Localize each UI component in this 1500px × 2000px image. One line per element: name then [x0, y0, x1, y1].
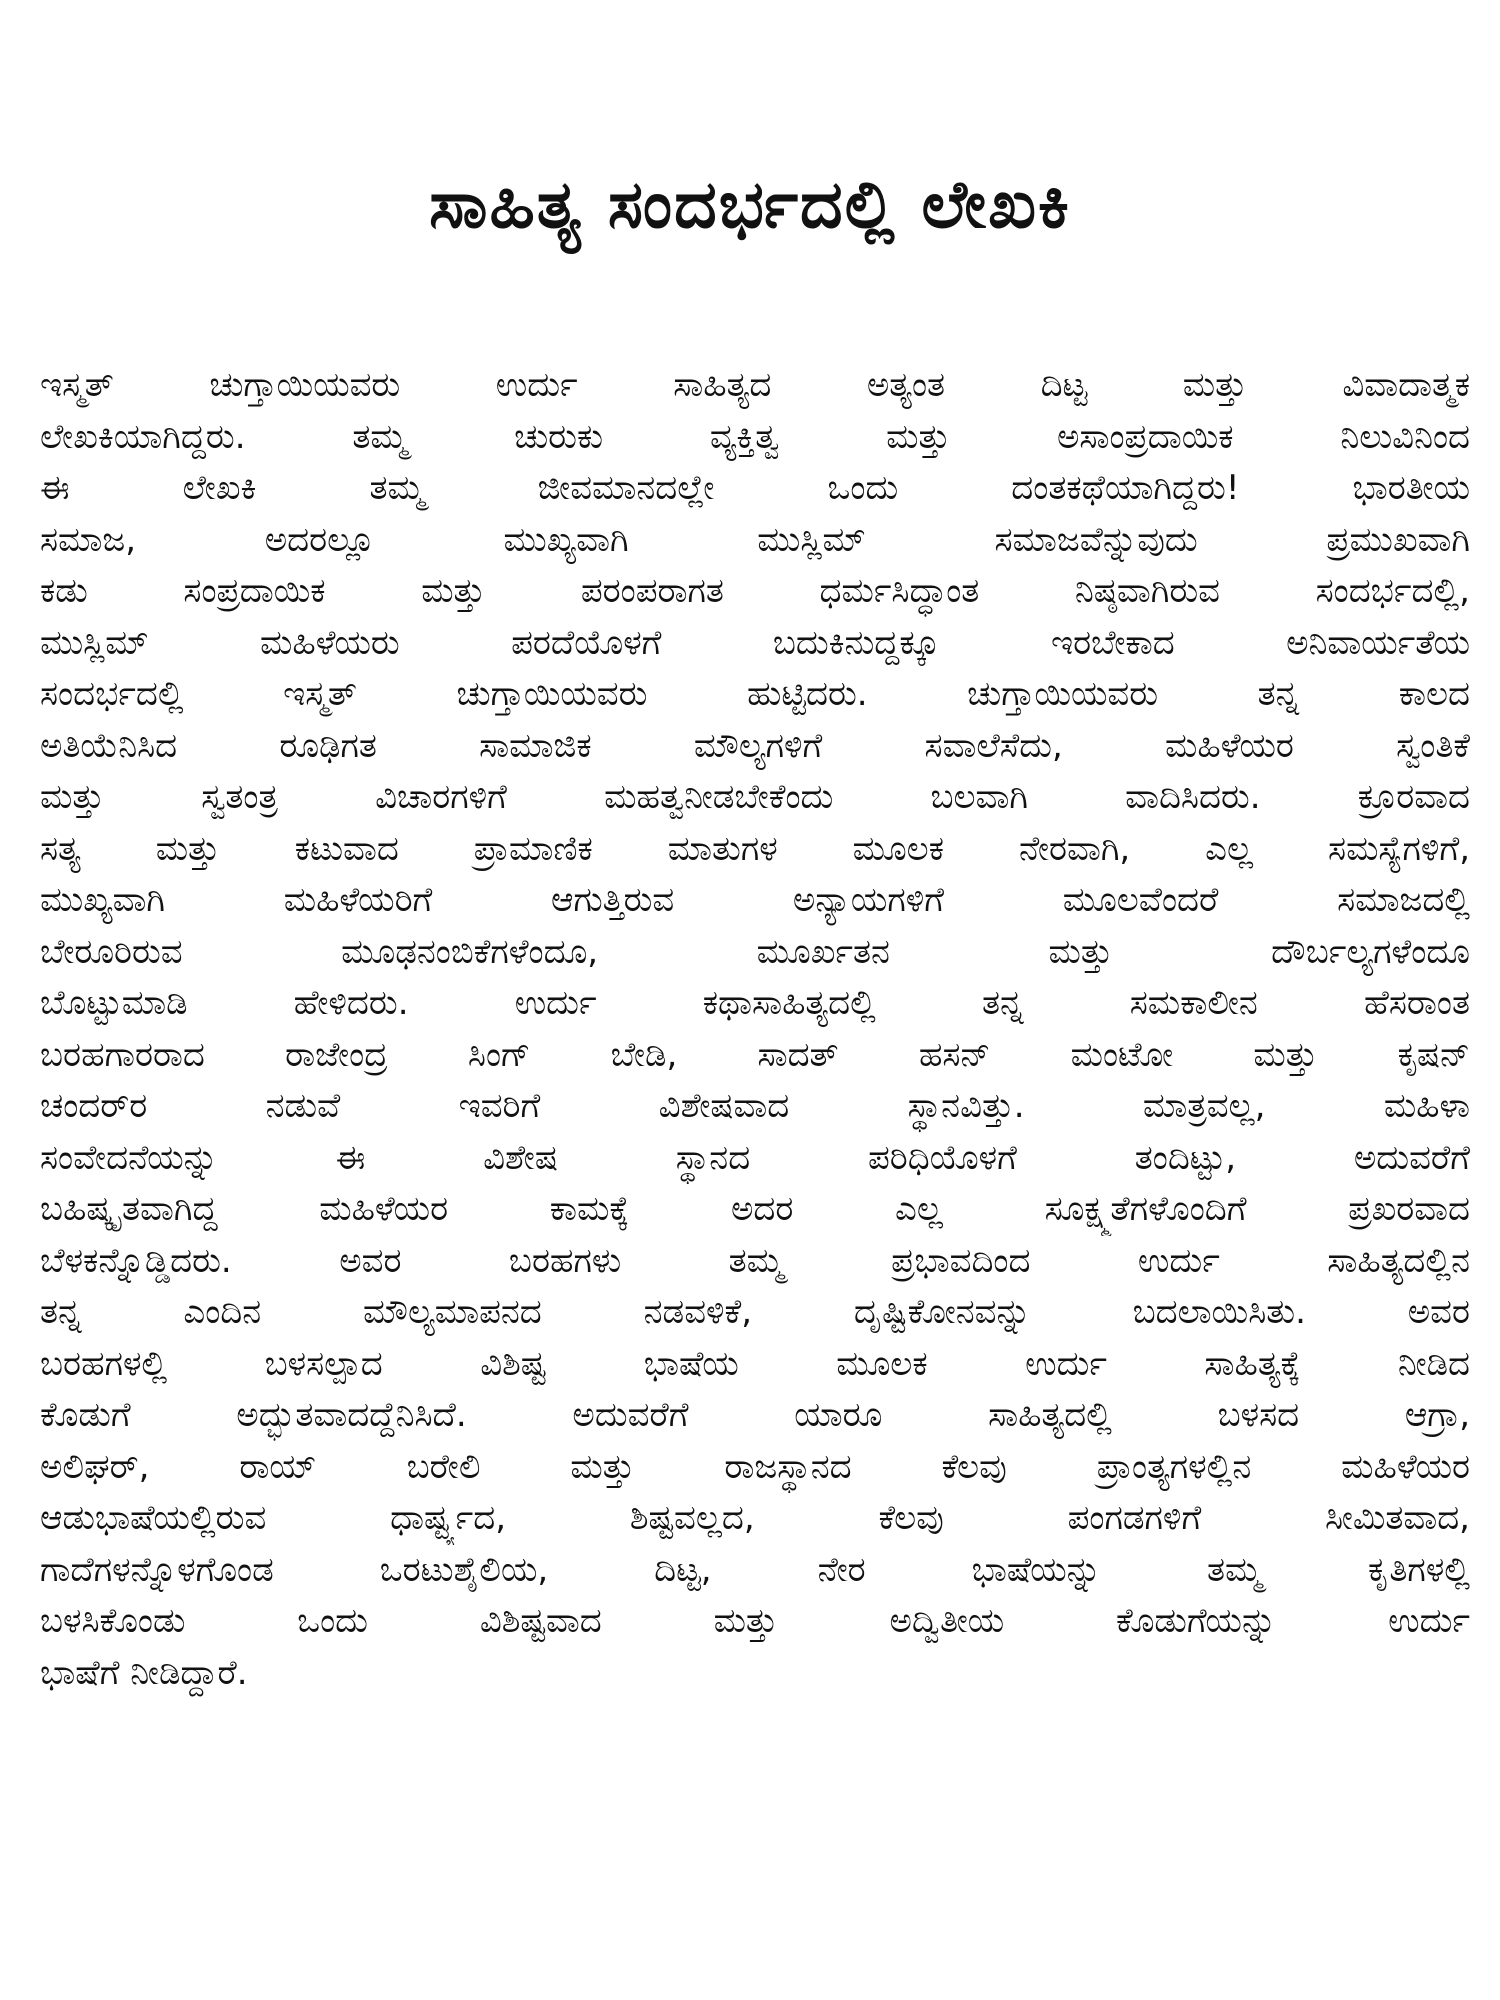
paragraph-line: ಬಹಿಷ್ಕೃತವಾಗಿದ್ದ ಮಹಿಳೆಯರ ಕಾಮಕ್ಕೆ ಅದರ ಎಲ್ಲ ಸೂಕ್ಷ್ಮತೆಗಳೊಂದಿಗೆ ಪ್ರಖರವಾದ: [40, 1189, 1470, 1229]
paragraph-line: ಬೇರೂರಿರುವ ಮೂಢನಂಬಿಕೆಗಳೆಂದೂ, ಮೂರ್ಖತನ ಮತ್ತು ದೌರ್ಬಲ್ಯಗಳೆಂದೂ: [40, 931, 1470, 972]
paragraph-line: ಬಳಸಿಕೊಂಡು ಒಂದು ವಿಶಿಷ್ಟವಾದ ಮತ್ತು ಅದ್ವಿತೀಯ ಕೊಡುಗೆಯನ್ನು ಉರ್ದು: [40, 1601, 1470, 1641]
paragraph-line: ಬರಹಗಳಲ್ಲಿ ಬಳಸಲ್ಪಾದ ವಿಶಿಷ್ಟ ಭಾಷೆಯ ಮೂಲಕ ಉರ್ದು ಸಾಹಿತ್ಯಕ್ಕೆ ನೀಡಿದ: [40, 1343, 1470, 1384]
paragraph-line: ಕಡು ಸಂಪ್ರದಾಯಿಕ ಮತ್ತು ಪರಂಪರಾಗತ ಧರ್ಮಸಿದ್ಧಾಂತ ನಿಷ್ಠವಾಗಿರುವ ಸಂದರ್ಭದಲ್ಲಿ,: [40, 571, 1470, 611]
paragraph-line: ಈ ಲೇಖಕಿ ತಮ್ಮ ಜೀವಮಾನದಲ್ಲೇ ಒಂದು ದಂತಕಥೆಯಾಗಿದ್ದರು! ಭಾರತೀಯ: [40, 468, 1470, 508]
paragraph-line: ಲೇಖಕಿಯಾಗಿದ್ದರು. ತಮ್ಮ ಚುರುಕು ವ್ಯಕ್ತಿತ್ವ ಮತ್ತು ಅಸಾಂಪ್ರದಾಯಿಕ ನಿಲುವಿನಿಂದ: [40, 416, 1470, 457]
page-title: ಸಾಹಿತ್ಯ ಸಂದರ್ಭದಲ್ಲಿ ಲೇಖಕಿ: [429, 166, 1071, 243]
paragraph-line: ಅತಿಯೆನಿಸಿದ ರೂಢಿಗತ ಸಾಮಾಜಿಕ ಮೌಲ್ಯಗಳಿಗೆ ಸವಾಲೆಸೆದು, ಮಹಿಳೆಯರ ಸ್ವಂತಿಕೆ: [40, 725, 1470, 766]
paragraph-line: ಸಂವೇದನೆಯನ್ನು ಈ ವಿಶೇಷ ಸ್ಥಾನದ ಪರಿಧಿಯೊಳಗೆ ತಂದಿಟ್ಟು, ಅದುವರೆಗೆ: [40, 1137, 1470, 1178]
paragraph-line: ಸತ್ಯ ಮತ್ತು ಕಟುವಾದ ಪ್ರಾಮಾಣಿಕ ಮಾತುಗಳ ಮೂಲಕ ನೇರವಾಗಿ, ಎಲ್ಲ ಸಮಸ್ಯೆಗಳಿಗೆ,: [40, 828, 1470, 869]
paragraph-line: ಗಾದೆಗಳನ್ನೊಳಗೊಂಡ ಒರಟುಶೈಲಿಯ, ದಿಟ್ಟ, ನೇರ ಭಾಷೆಯನ್ನು ತಮ್ಮ ಕೃತಿಗಳಲ್ಲಿ: [40, 1549, 1470, 1590]
paragraph-line: ಬೆಳಕನ್ನೊಡ್ಡಿದರು. ಅವರ ಬರಹಗಳು ತಮ್ಮ ಪ್ರಭಾವದಿಂದ ಉರ್ದು ಸಾಹಿತ್ಯದಲ್ಲಿನ: [40, 1240, 1470, 1281]
paragraph-line: ಮುಖ್ಯವಾಗಿ ಮಹಿಳೆಯರಿಗೆ ಆಗುತ್ತಿರುವ ಅನ್ಯಾಯಗಳಿಗೆ ಮೂಲವೆಂದರೆ ಸಮಾಜದಲ್ಲಿ: [40, 880, 1470, 920]
paragraph-line: ಅಲಿಘರ್, ರಾಯ್ ಬರೇಲಿ ಮತ್ತು ರಾಜಸ್ಥಾನದ ಕೆಲವು ಪ್ರಾಂತ್ಯಗಳಲ್ಲಿನ ಮಹಿಳೆಯರ: [40, 1446, 1470, 1487]
paragraph-line: ಮುಸ್ಲಿಮ್ ಮಹಿಳೆಯರು ಪರದೆಯೊಳಗೆ ಬದುಕಿನುದ್ದಕ್ಕೂ ಇರಬೇಕಾದ ಅನಿವಾರ್ಯತೆಯ: [40, 622, 1470, 663]
paragraph-line: ಆಡುಭಾಷೆಯಲ್ಲಿರುವ ಧಾರ್ಷ್ಟ್ಯದ, ಶಿಷ್ಟವಲ್ಲದ, ಕೆಲವು ಪಂಗಡಗಳಿಗೆ ಸೀಮಿತವಾದ,: [40, 1498, 1470, 1538]
paragraph-line: ತನ್ನ ಎಂದಿನ ಮೌಲ್ಯಮಾಪನದ ನಡವಳಿಕೆ, ದೃಷ್ಟಿಕೋನವನ್ನು ಬದಲಾಯಿಸಿತು. ಅವರ: [40, 1292, 1470, 1332]
paragraph-line: ಮತ್ತು ಸ್ವತಂತ್ರ ವಿಚಾರಗಳಿಗೆ ಮಹತ್ವನೀಡಬೇಕೆಂದು ಬಲವಾಗಿ ವಾದಿಸಿದರು. ಕ್ರೂರವಾದ: [40, 777, 1470, 817]
paragraph-line: ಇಸ್ಮತ್ ಚುಗ್ತಾಯಿಯವರು ಉರ್ದು ಸಾಹಿತ್ಯದ ಅತ್ಯಂತ ದಿಟ್ಟ ಮತ್ತು ವಿವಾದಾತ್ಮಕ: [40, 365, 1470, 405]
paragraph-line: ಕೊಡುಗೆ ಅದ್ಭುತವಾದದ್ದೆನಿಸಿದೆ. ಅದುವರೆಗೆ ಯಾರೂ ಸಾಹಿತ್ಯದಲ್ಲಿ ಬಳಸದ ಆಗ್ರಾ,: [40, 1395, 1470, 1435]
paragraph-line: ಚಂದರ್‌ರ ನಡುವೆ ಇವರಿಗೆ ವಿಶೇಷವಾದ ಸ್ಥಾನವಿತ್ತು. ಮಾತ್ರವಲ್ಲ, ಮಹಿಳಾ: [40, 1086, 1470, 1126]
paragraph-line: ಬೊಟ್ಟುಮಾಡಿ ಹೇಳಿದರು. ಉರ್ದು ಕಥಾಸಾಹಿತ್ಯದಲ್ಲಿ ತನ್ನ ಸಮಕಾಲೀನ ಹೆಸರಾಂತ: [40, 983, 1470, 1023]
paragraph-line: ಭಾಷೆಗೆ ನೀಡಿದ್ದಾರೆ.: [40, 1652, 248, 1693]
paragraph-line: ಸಮಾಜ, ಅದರಲ್ಲೂ ಮುಖ್ಯವಾಗಿ ಮುಸ್ಲಿಮ್ ಸಮಾಜವೆನ್ನುವುದು ಪ್ರಮುಖವಾಗಿ: [40, 519, 1470, 560]
paragraph-line: ಸಂದರ್ಭದಲ್ಲಿ ಇಸ್ಮತ್ ಚುಗ್ತಾಯಿಯವರು ಹುಟ್ಟಿದರು. ಚುಗ್ತಾಯಿಯವರು ತನ್ನ ಕಾಲದ: [40, 674, 1470, 714]
paragraph-line: ಬರಹಗಾರರಾದ ರಾಜೇಂದ್ರ ಸಿಂಗ್ ಬೇಡಿ, ಸಾದತ್ ಹಸನ್ ಮಂಟೋ ಮತ್ತು ಕೃಷನ್: [40, 1034, 1470, 1075]
body-paragraph: [40, 360, 1470, 1699]
